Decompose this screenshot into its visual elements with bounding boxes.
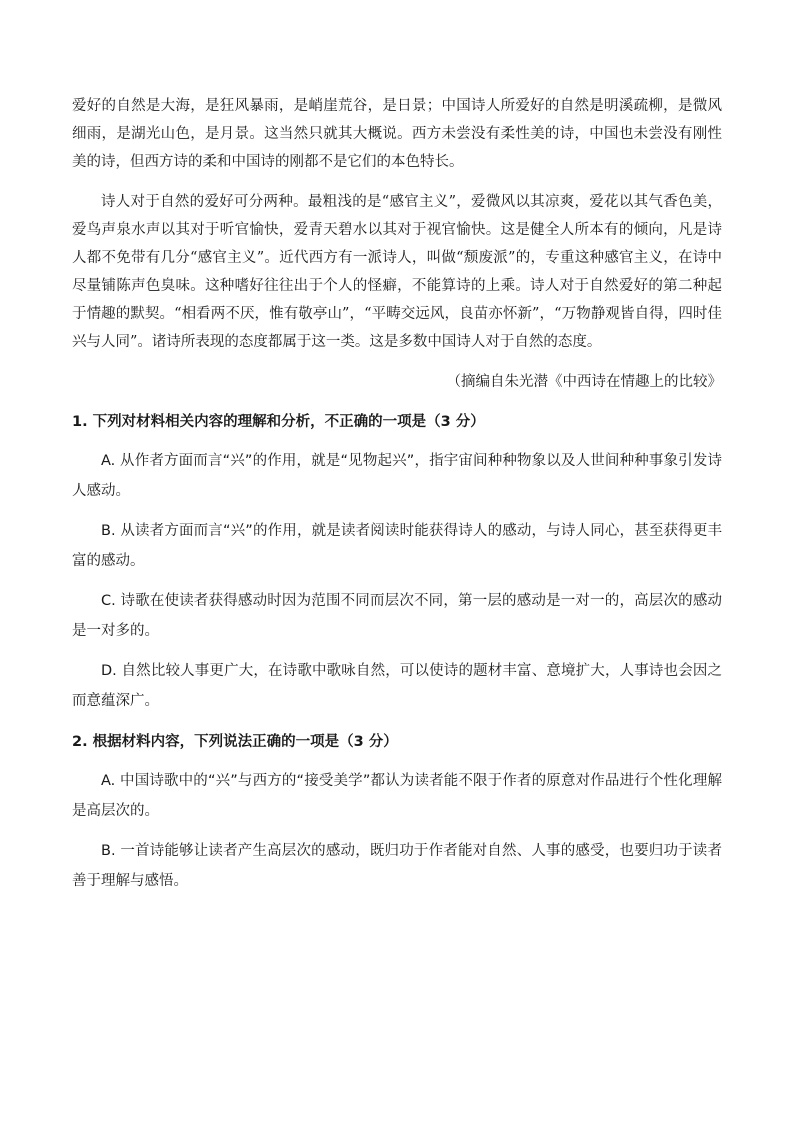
question-1-option-d: D. 自然比较人事更广大，在诗歌中歌咏自然，可以使诗的题材丰富、意境扩大，人事诗也会因之而意蕴深广。 — [72, 663, 722, 709]
passage-paragraph-1: 爱好的自然是大海，是狂风暴雨，是峭崖荒谷，是日景；中国诗人所爱好的自然是明溪疏柳，是微风细雨，是湖光山色，是月景。这当然只就其大概说。西方未尝没有柔性美的诗，中国也未尝没有刚性美的诗，但西方诗的柔和中国诗的刚都不是它们的本色特长。 — [72, 98, 722, 170]
document-page — [72, 92, 722, 896]
question-1-stem: 1. 下列对材料相关内容的理解和分析，不正确的一项是（3 分） — [72, 414, 485, 430]
question-2-option-a: A. 中国诗歌中的“兴”与西方的“接受美学”都认为读者能不限于作者的原意对作品进行个性化理解是高层次的。 — [72, 773, 722, 819]
passage-paragraph-2: 诗人对于自然的爱好可分两种。最粗浅的是“感官主义”，爱微风以其凉爽，爱花以其气香色美，爱鸟声泉水声以其对于听官愉快，爱青天碧水以其对于视官愉快。这是健全人所本有的倾向，凡是诗人都不免带有几分“感官主义”。近代西方有一派诗人，叫做“颓废派”的，专重这种感官主义，在诗中尽量铺陈声色臭味。这种嗜好往往出于个人的怪癖，不能算诗的上乘。诗人对于自然爱好的第二种起于情趣的默契。“相看两不厌，惟有敬亭山”，“平畴交远风，良苗亦怀新”，“万物静观皆自得，四时佳兴与人同”。诸诗所表现的态度都属于这一类。这是多数中国诗人对于自然的态度。 — [72, 194, 722, 350]
question-1-option-b: B. 从读者方面而言“兴”的作用，就是读者阅读时能获得诗人的感动，与诗人同心，甚至获得更丰富的感动。 — [72, 523, 722, 569]
question-2-option-b: B. 一首诗能够让读者产生高层次的感动，既归功于作者能对自然、人事的感受，也要归功于读者善于理解与感悟。 — [72, 843, 722, 889]
passage-source: （摘编自朱光潜《中西诗在情趣上的比较》 — [446, 374, 722, 390]
question-1-option-a: A. 从作者方面而言“兴”的作用，就是“见物起兴”，指宇宙间种种物象以及人世间种种事象引发诗人感动。 — [72, 453, 722, 499]
question-2-stem: 2. 根据材料内容，下列说法正确的一项是（3 分） — [72, 734, 398, 750]
question-1-option-c: C. 诗歌在使读者获得感动时因为范围不同而层次不同，第一层的感动是一对一的，高层次的感动是一对多的。 — [72, 593, 722, 639]
